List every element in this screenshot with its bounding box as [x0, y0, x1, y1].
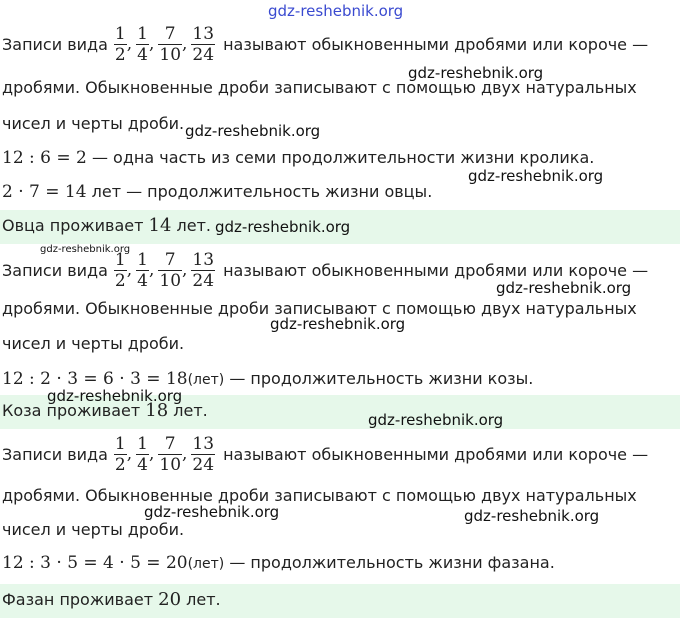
definition-line-3: чисел и черты дроби. [2, 334, 185, 353]
watermark: gdz-reshebnik.org [496, 279, 632, 297]
fraction: $\frac{1}{4}$ [137, 23, 148, 65]
step-text: лет — продолжительность жизни овцы. [86, 182, 433, 201]
fraction: $\frac{1}{2}$ [114, 433, 126, 475]
watermark: gdz-reshebnik.org [268, 2, 404, 20]
fraction: $\frac{13}{24}$ [192, 23, 215, 65]
watermark: gdz-reshebnik.org [408, 64, 544, 82]
definition-line-3: чисел и черты дроби. [2, 520, 185, 539]
watermark: gdz-reshebnik.org [468, 167, 604, 185]
definition-lead: Записи вида [2, 34, 108, 54]
watermark: gdz-reshebnik.org [144, 503, 280, 521]
watermark: gdz-reshebnik.org [270, 315, 406, 333]
solution-step-2 [2, 182, 432, 202]
definition-tail: называют обыкновенными дробями или короче — [223, 34, 649, 54]
watermark: gdz-reshebnik.org [47, 387, 183, 405]
fraction: $\frac{13}{24}$ [192, 433, 215, 475]
fraction: $\frac{1}{2}$ [114, 249, 126, 291]
definition-intro: Записи вида $\frac{1}{2}$ , $\frac{1}{4}$ , $\frac{7}{10}$ , $\frac{13}{24}$ называют обыкновенными дробями или короче — [2, 249, 649, 291]
fraction: $\frac{1}{2}$ [114, 23, 126, 65]
answer-line-1: Овца проживает 14 лет. [2, 215, 211, 236]
watermark: gdz-reshebnik.org [185, 122, 321, 140]
definition-line-2: дробями. Обыкновенные дроби записывают с помощью двух натуральных [2, 486, 637, 505]
step-math: 12 : 6 = 2 [2, 148, 87, 168]
answer-line-2: Коза проживает 18 лет. [2, 400, 208, 421]
solution-step-1 [2, 148, 594, 168]
fraction: $\frac{1}{4}$ [137, 249, 148, 291]
watermark: gdz-reshebnik.org [215, 218, 351, 236]
fraction: $\frac{13}{24}$ [192, 249, 215, 291]
fraction: $\frac{1}{4}$ [137, 433, 148, 475]
solution-step: 12 : 3 · 5 = 4 · 5 = 20(лет) — продолжительность жизни фазана. [2, 553, 555, 573]
step-text: — одна часть из семи продолжительности жизни кролика. [86, 148, 595, 167]
fraction: $\frac{7}{10}$ [159, 23, 182, 65]
watermark: gdz-reshebnik.org [368, 411, 504, 429]
fraction: $\frac{7}{10}$ [159, 433, 182, 475]
definition-line-2: дробями. Обыкновенные дроби записывают с помощью двух натуральных [2, 78, 637, 97]
answer-line-3: Фазан проживает 20 лет. [2, 589, 221, 610]
definition-line-3: чисел и черты дроби. [2, 114, 185, 133]
definition-intro: Записи вида $\frac{1}{2}$ , $\frac{1}{4}$ , $\frac{7}{10}$ , $\frac{13}{24}$ называют обыкновенными дробями или короче — [2, 23, 649, 65]
watermark: gdz-reshebnik.org [464, 507, 600, 525]
fraction: $\frac{7}{10}$ [159, 249, 182, 291]
definition-line-2: дробями. Обыкновенные дроби записывают с помощью двух натуральных [2, 299, 637, 318]
definition-intro: Записи вида $\frac{1}{2}$ , $\frac{1}{4}$ , $\frac{7}{10}$ , $\frac{13}{24}$ называют обыкновенными дробями или короче — [2, 433, 649, 475]
solution-step: 12 : 2 · 3 = 6 · 3 = 18(лет) — продолжительность жизни козы. [2, 369, 534, 389]
watermark: gdz-reshebnik.org [40, 244, 131, 255]
step-math: 2 · 7 = 14 [2, 182, 87, 202]
